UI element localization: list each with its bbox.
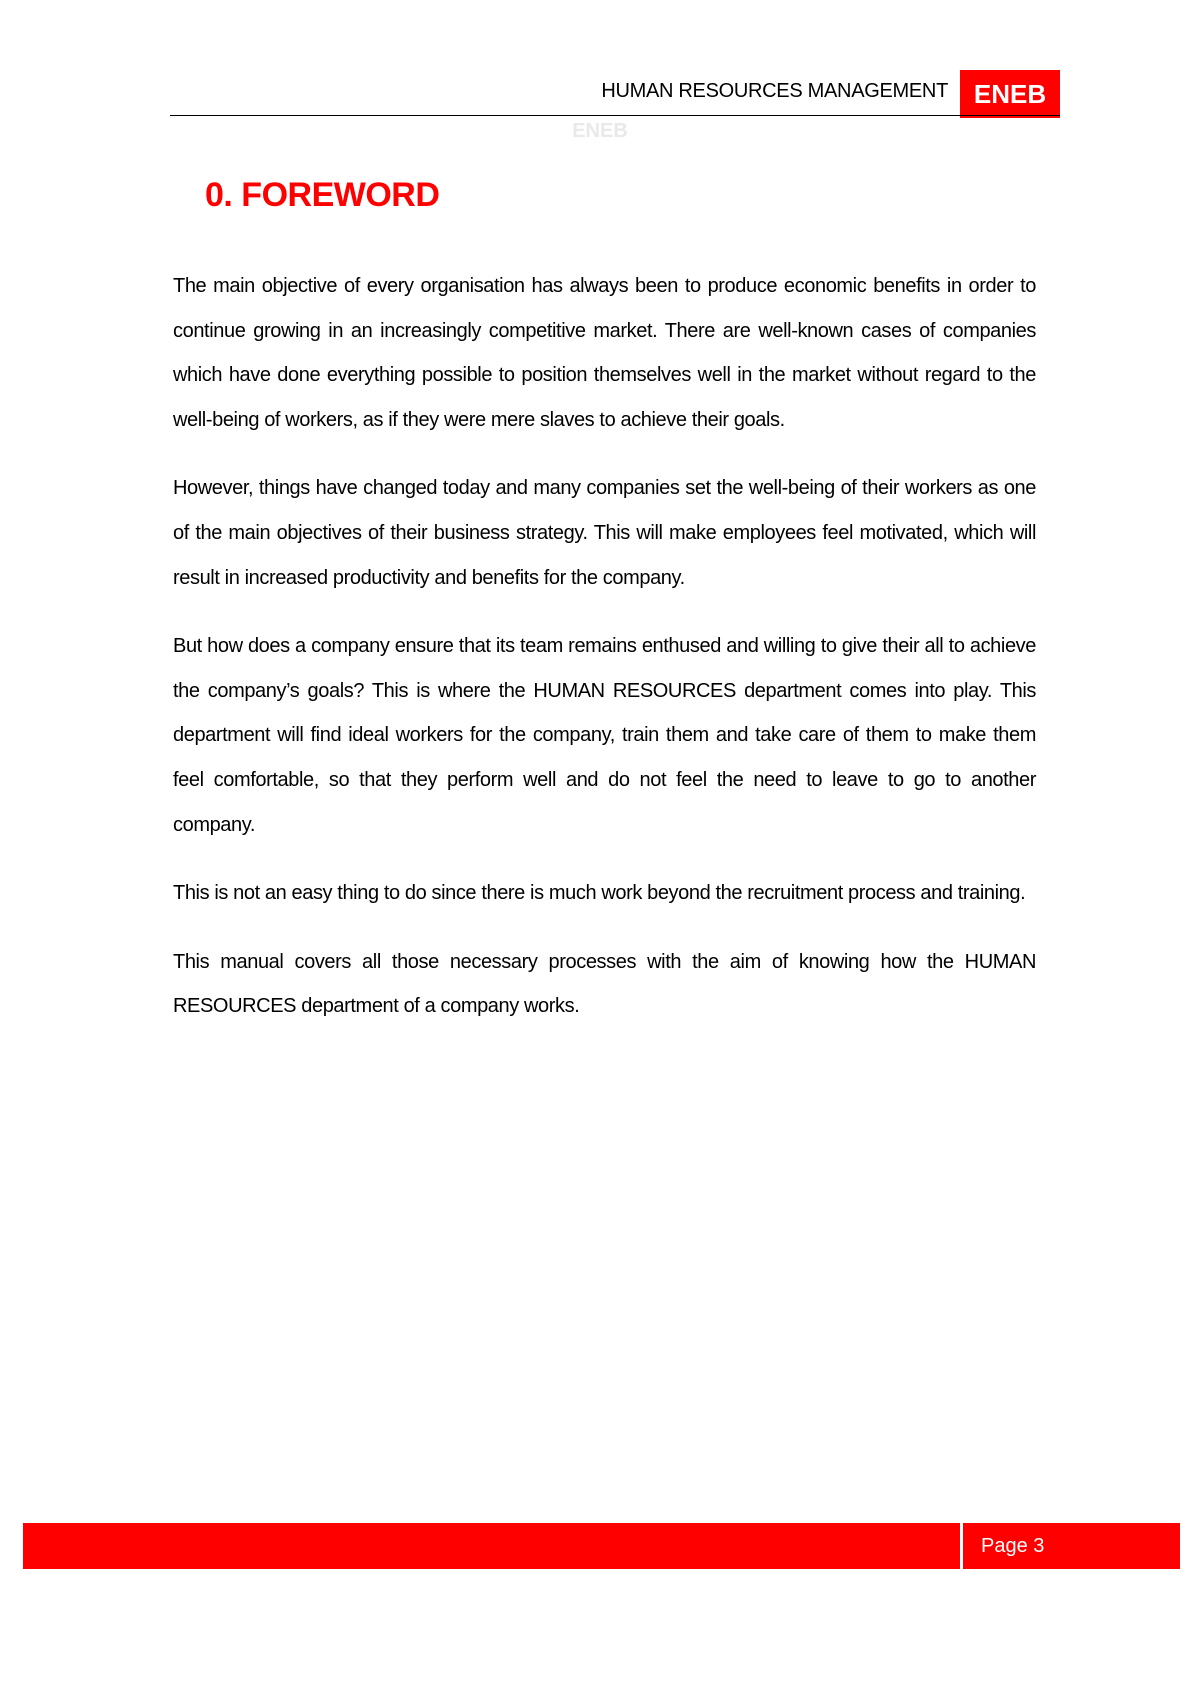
watermark-logo: ENEB — [572, 120, 628, 142]
paragraph-3: But how does a company ensure that its team remains enthused and willing to give their all to achieve the company’s goals? This is where the HUMAN RESOURCES department comes into play. This department will find ideal workers for the company, train them and take care of them to make them feel comfortable, so that they perform well and do not feel the need to leave to go to another company. — [173, 635, 1036, 836]
foreword-body — [173, 264, 1036, 1053]
section-heading: 0. FOREWORD — [205, 176, 440, 214]
paragraph-1: The main objective of every organisation has always been to produce economic benefits in order to continue growing in an increasingly competitive market. There are well-known cases of companies which have done everything possible to position themselves well in the market without regard to the well-being of workers, as if they were mere slaves to achieve their goals. — [173, 275, 1036, 431]
paragraph-4: This is not an easy thing to do since there is much work beyond the recruitment process and training. — [173, 882, 1026, 905]
page-number: Page 3 — [963, 1523, 1180, 1569]
header-logo-badge: ENEB — [960, 70, 1060, 118]
footer-bar — [23, 1523, 960, 1569]
paragraph-5: This manual covers all those necessary processes with the aim of knowing how the HUMAN RESOURCES department of a company works. — [173, 950, 1036, 1018]
header-title: HUMAN RESOURCES MANAGEMENT — [601, 80, 948, 102]
header-divider — [170, 115, 1060, 116]
paragraph-2: However, things have changed today and many companies set the well-being of their workers as one of the main objectives of their business strategy. This will make employees feel motivated, which will result in increased productivity and benefits for the company. — [173, 477, 1036, 589]
